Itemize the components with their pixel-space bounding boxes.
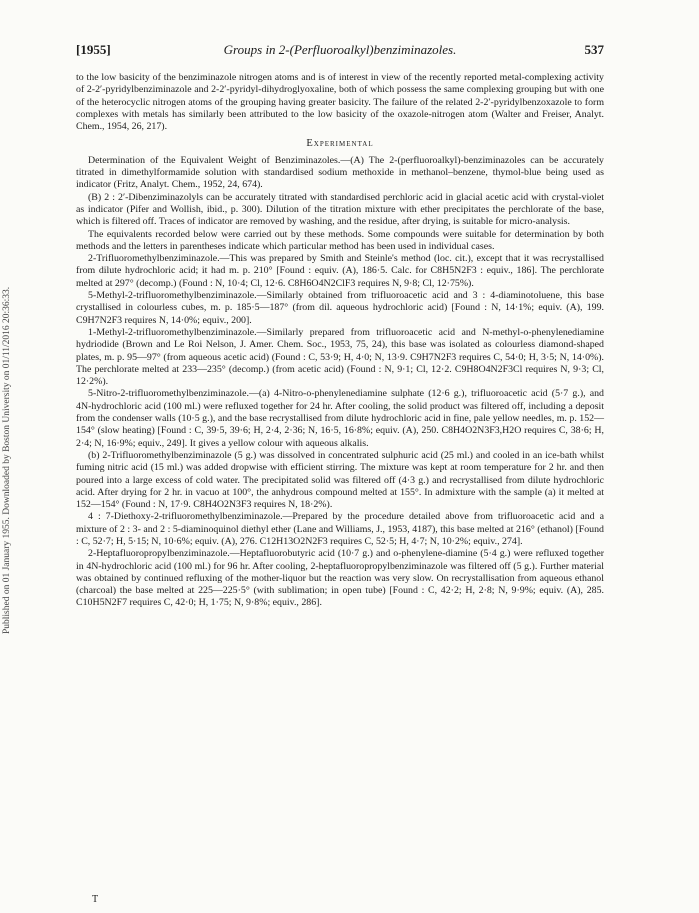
paragraph-method-b: (B) 2 : 2′-Dibenziminazolyls can be accurately titrated with standardised perchloric acid in glacial acetic acid with crystal-violet as indicator (Pifer and Wollish, ibid., p. 300). Dilution of the titration mixture with ether precipitates the perchlorate of the base, which is filtered off. Traces of indicator are removed by washing, and the residue, after drying, is suitable for micro-analysis. xyxy=(76,191,604,228)
header-year: [1955] xyxy=(76,42,111,57)
paragraph-method-a: Determination of the Equivalent Weight of Benziminazoles.—(A) The 2-(perfluoroalkyl)-benziminazoles can be accurately titrated in dimethylformamide solution with standardised sodium methoxide in methanol–benzene, thymol-blue being used as indicator (Fritz, Analyt. Chem., 1952, 24, 674). xyxy=(76,154,604,191)
paragraph-trifluoromethyl: 2-Trifluoromethylbenziminazole.—This was prepared by Smith and Steinle's method (loc. cit.), except that it was recrystallised from dilute hydrochloric acid; it had m. p. 210° [Found : equiv. (A), 186·5. Calc. for C8H5N2F3 : equiv., 186]. The perchlorate melted at 297° (decomp.) (Found : N, 10·4; Cl, 12·6. C8H6O4N2ClF3 requires N, 9·8; Cl, 12·75%). xyxy=(76,253,604,289)
paragraph-intro: to the low basicity of the benziminazole nitrogen atoms and is of interest in view of the recently reported metal-complexing activity of 2-2′-pyridylbenziminazole and 2-2′-pyridyl-dihydroglyoxaline, both of which possess the same complexing grouping but with one of the heterocyclic nitrogen atoms of the grouping having greater basicity. The failure of the related 2-2′-pyridylbenzoxazole to form complexes with metals has similarly been attributed to the low basicity of the oxazole-nitrogen atom (Walter and Freiser, Analyt. Chem., 1954, 26, 217). xyxy=(76,72,604,133)
running-header xyxy=(76,44,604,62)
page-number: 537 xyxy=(584,42,604,57)
paragraph-diethoxy: 4 : 7-Diethoxy-2-trifluoromethylbenziminazole.—Prepared by the procedure detailed above from trifluoroacetic acid and a mixture of 2 : 3- and 2 : 5-diaminoquinol diethyl ether (Lane and Williams, J., 1953, 4187), this base melted at 216° (ethanol) [Found : C, 52·7; H, 5·15; N, 10·6%; equiv. (A), 276. C12H13O2N2F3 requires C, 52·5; H, 4·7; N, 10·2%; equiv., 274]. xyxy=(76,511,604,547)
paragraph-heptafluoropropyl: 2-Heptafluoropropylbenziminazole.—Heptafluorobutyric acid (10·7 g.) and o-phenylene-diamine (5·4 g.) were refluxed together in 4N-hydrochloric acid (100 ml.) for 96 hr. After cooling, 2-heptafluoropropylbenziminazole was filtered off (5 g.). Further material was obtained by continued refluxing of the mother-liquor but the reaction was very slow. On recrystallisation from aqueous ethanol (charcoal) the base melted at 225—225·5° (with sublimation; in open tube) [Found : C, 42·2; H, 2·8; N, 9·9%; equiv. (A), 285. C10H5N2F7 requires C, 42·0; H, 1·75; N, 9·8%; equiv., 286]. xyxy=(76,548,604,609)
paragraph-5-nitro-a: 5-Nitro-2-trifluoromethylbenziminazole.—(a) 4-Nitro-o-phenylenediamine sulphate (12·6 g.), trifluoroacetic acid (5·7 g.), and 4N-hydrochloric acid (100 ml.) were refluxed together for 24 hr. After cooling, the solid product was filtered off, including a deposit from the condenser walls (10·5 g.), and the base recrystallised from dilute hydrochloric acid in fine, pale yellow needles, m. p. 152—154° (slow heating) [Found : C, 39·5, 39·6; H, 2·4, 2·36; N, 16·5, 16·8%; equiv. (A), 250. C8H4O2N3F3,H2O requires C, 38·6; H, 2·4; N, 16·9%; equiv., 249]. It gives a yellow colour with aqueous alkalis. xyxy=(76,388,604,449)
paragraph-equivalents: The equivalents recorded below were carried out by these methods. Some compounds were suitable for determination by both methods and the letters in parentheses indicate which particular method has been used in individual cases. xyxy=(76,228,604,252)
paragraph-5-nitro-b: (b) 2-Trifluoromethylbenziminazole (5 g.) was dissolved in concentrated sulphuric acid (25 ml.) and cooled in an ice-bath whilst fuming nitric acid (15 ml.) was added dropwise with efficient stirring. The mixture was kept at room temperature for 2 hr. and then poured into a large excess of cold water. The precipitated solid was filtered off (4·3 g.) and recrystallised from dilute hydrochloric acid. After drying for 2 hr. in vacuo at 100°, the anhydrous compound melted at 155°. In admixture with the sample (a) it melted at 152—154° (Found : N, 17·9. C8H4O2N3F3 requires N, 18·2%). xyxy=(76,449,604,511)
download-watermark: Published on 01 January 1955. Downloaded by Boston University on 01/11/2016 20:36:33. xyxy=(2,286,12,634)
signature-mark: T xyxy=(92,894,99,905)
page-body xyxy=(76,44,604,610)
paragraph-5-methyl: 5-Methyl-2-trifluoromethylbenziminazole.—Similarly obtained from trifluoroacetic acid and 3 : 4-diaminotoluene, this base crystallised in colourless cubes, m. p. 185·5—187° (from dil. aqueous hydrochloric acid) [Found : N, 14·1%; equiv. (A), 199. C9H7N2F3 requires N, 14·0%; equiv., 200]. xyxy=(76,290,604,326)
header-title: Groups in 2-(Perfluoroalkyl)benziminazoles. xyxy=(223,42,457,57)
paragraph-1-methyl: 1-Methyl-2-trifluoromethylbenziminazole.—Similarly prepared from trifluoroacetic acid and N-methyl-o-phenylenediamine hydriodide (Brown and Le Roi Nelson, J. Amer. Chem. Soc., 1953, 75, 24), this base was isolated as colourless diamond-shaped plates, m. p. 95—97° (from aqueous acetic acid) (Found : C, 53·9; H, 4·0; N, 13·9. C9H7N2F3 requires C, 54·0; H, 3·5; N, 14·0%). The perchlorate melted at 233—235° (decomp.) (from acetic acid) (Found : N, 9·1; Cl, 12·2. C9H8O4N2F3Cl requires N, 9·3; Cl, 12·2%). xyxy=(76,326,604,388)
section-heading: Experimental xyxy=(306,138,374,150)
